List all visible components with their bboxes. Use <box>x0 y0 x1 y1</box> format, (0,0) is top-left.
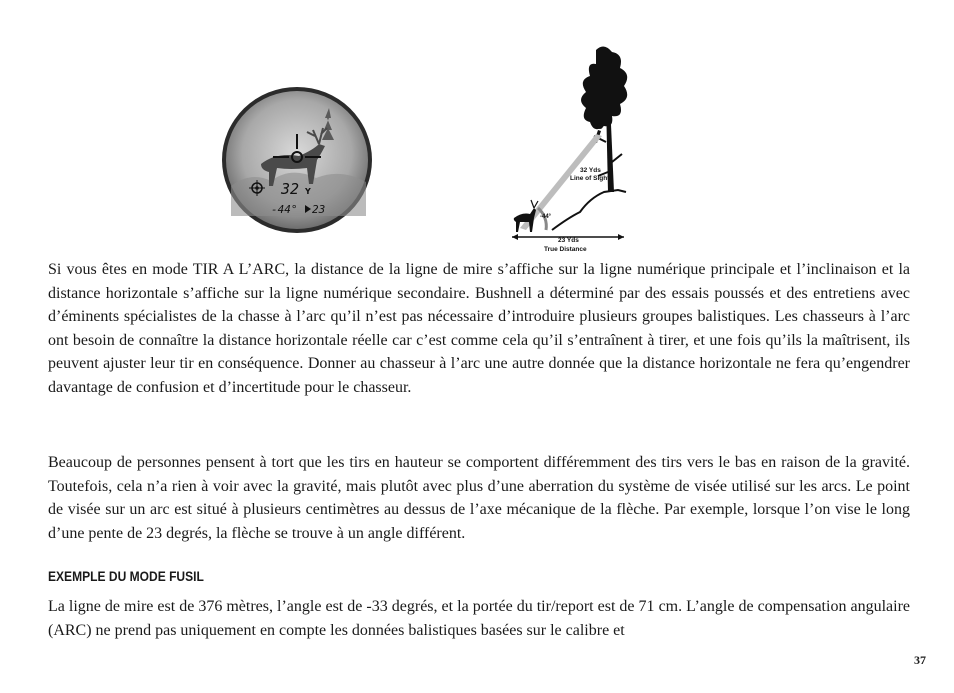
angle-label: -44° <box>540 214 552 220</box>
true-distance-diagram <box>508 42 636 256</box>
secondary-distance-readout: 23 <box>312 203 326 216</box>
section-heading: EXEMPLE DU MODE FUSIL <box>48 568 204 584</box>
main-distance-readout: 32 <box>281 180 300 198</box>
body-paragraph: Si vous êtes en mode TIR A L’ARC, la distance de la ligne de mire s’affiche sur la ligne numérique principale et l’inclinaison et la distance horizontale s’affiche sur la ligne numérique secondaire. Bushnell a déterminé par des essais poussés et des entretiens avec d’éminents spécialistes de la chasse à l’arc qu’il n’est pas nécessaire d’introduire plusieurs groupes balistiques. Les chasseurs à l’arc ont besoin de connaître la distance horizontale réelle car c’est comme cela qu’il s’entraînent à tirer, et une fois qu’ils la maîtrisent, ils peuvent ajuster leur tir en conséquence. Donner au chasseur à l’arc une autre donnée que la distance horizontale ne fera qu’engendrer davantage de confusion et d’incertitude pour le chasseur. <box>48 261 910 396</box>
main-distance-unit: Y <box>305 187 311 196</box>
secondary-angle-readout: -44° <box>271 203 298 216</box>
body-paragraph: La ligne de mire est de 376 mètres, l’angle est de -33 degrés, et la portée du tir/report est de 71 cm. L’angle de compensation angulaire (ARC) ne prend pas uniquement en compte les données balistiques basées sur le calibre et <box>48 598 910 639</box>
rangefinder-scope-view <box>221 86 373 234</box>
line-of-sight-label: Line of Sight <box>570 175 610 182</box>
body-paragraph: Beaucoup de personnes pensent à tort que les tirs en hauteur se comportent différemment des tirs vers le bas en raison de la gravité. Toutefois, cela n’a rien à voir avec la gravité, mais plutôt avec plus d’une aberration du système de visée utilisé sur les arcs. Le point de visée sur un arc est situé à plusieurs centimètres au dessus de l’axe mécanique de la flèche. Par exemple, lorsque l’on vise le long d’une pente de 23 degrés, la flèche se trouve à un angle différent. <box>48 454 910 542</box>
true-distance-label: True Distance <box>544 246 587 253</box>
true-distance-value: 23 Yds <box>558 237 579 244</box>
page-number: 37 <box>914 653 926 667</box>
line-of-sight-value: 32 Yds <box>580 167 601 174</box>
